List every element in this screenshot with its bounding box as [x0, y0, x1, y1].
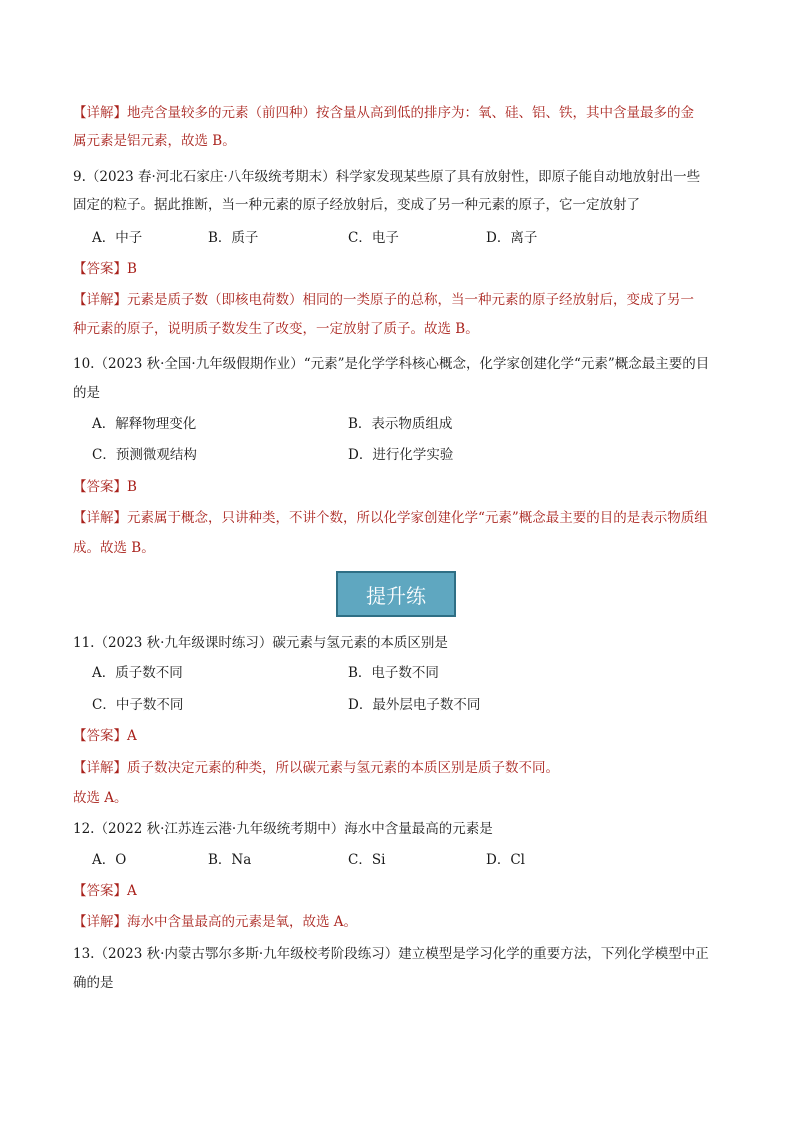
- q10-option-d: D．进行化学实验: [348, 447, 454, 463]
- q13-stem-line-1: 13.（2023 秋·内蒙古鄂尔多斯·九年级校考阶段练习）建立模型是学习化学的重要方法，下列化学模型中正: [73, 946, 709, 962]
- q9-option-d: D．离子: [486, 230, 538, 246]
- q11-option-c: C．中子数不同: [92, 697, 184, 713]
- q12-option-c: C．Si: [348, 852, 386, 868]
- q12-detail: 【详解】海水中含量最高的元素是氧，故选 A。: [73, 914, 358, 930]
- q10-option-c: C．预测微观结构: [92, 447, 197, 463]
- q9-option-c: C．电子: [348, 230, 399, 246]
- q12-option-a: A．O: [92, 852, 127, 868]
- q11-option-b: B．电子数不同: [348, 665, 439, 681]
- q10-option-b: B．表示物质组成: [348, 416, 453, 432]
- q12-option-b: B．Na: [208, 852, 252, 868]
- q11-detail-line-2: 故选 A。: [73, 790, 128, 806]
- q12-stem: 12.（2022 秋·江苏连云港·九年级统考期中）海水中含量最高的元素是: [73, 821, 493, 837]
- q11-stem: 11.（2023 秋·九年级课时练习）碳元素与氢元素的本质区别是: [73, 635, 448, 651]
- q12-option-d: D．Cl: [486, 852, 525, 868]
- q10-answer: 【答案】B: [73, 479, 137, 495]
- q13-stem-line-2: 确的是: [73, 975, 114, 991]
- q11-option-a: A．质子数不同: [92, 665, 183, 681]
- q9-stem-line-1: 9.（2023 春·河北石家庄·八年级统考期末）科学家发现某些原了具有放射性，即原子能自动地放射出一些: [73, 169, 701, 185]
- q10-stem-line-2: 的是: [73, 385, 100, 401]
- q10-option-a: A．解释物理变化: [92, 416, 197, 432]
- q9-detail-line-2: 种元素的原子，说明质子数发生了改变，一定放射了质子。故选 B。: [73, 321, 479, 337]
- q10-detail-line-2: 成。故选 B。: [73, 540, 155, 556]
- q12-answer: 【答案】A: [73, 883, 137, 899]
- q9-stem-line-2: 固定的粒子。据此推断，当一种元素的原子经放射后，变成了另一种元素的原子，它一定放射了: [73, 197, 640, 213]
- q8-detail-line-2: 属元素是铝元素，故选 B。: [73, 133, 236, 149]
- q10-detail-line-1: 【详解】元素属于概念，只讲种类，不讲个数，所以化学家创建化学“元素”概念最主要的目的是表示物质组: [73, 510, 708, 526]
- q9-detail-line-1: 【详解】元素是质子数（即核电荷数）相同的一类原子的总称，当一种元素的原子经放射后，变成了另一: [73, 292, 694, 308]
- q11-answer: 【答案】A: [73, 728, 137, 744]
- q8-detail-line-1: 【详解】地壳含量较多的元素（前四种）按含量从高到低的排序为：氧、硅、铝、铁，其中含量最多的金: [73, 105, 694, 121]
- section-banner: 提升练: [336, 571, 456, 617]
- q9-option-b: B．质子: [208, 230, 259, 246]
- q9-answer: 【答案】B: [73, 261, 137, 277]
- q11-option-d: D．最外层电子数不同: [348, 697, 481, 713]
- q9-option-a: A．中子: [92, 230, 143, 246]
- q10-stem-line-1: 10.（2023 秋·全国·九年级假期作业）“元素”是化学学科核心概念，化学家创建化学“元素”概念最主要的目: [73, 356, 710, 372]
- q11-detail-line-1: 【详解】质子数决定元素的种类，所以碳元素与氢元素的本质区别是质子数不同。: [73, 760, 559, 776]
